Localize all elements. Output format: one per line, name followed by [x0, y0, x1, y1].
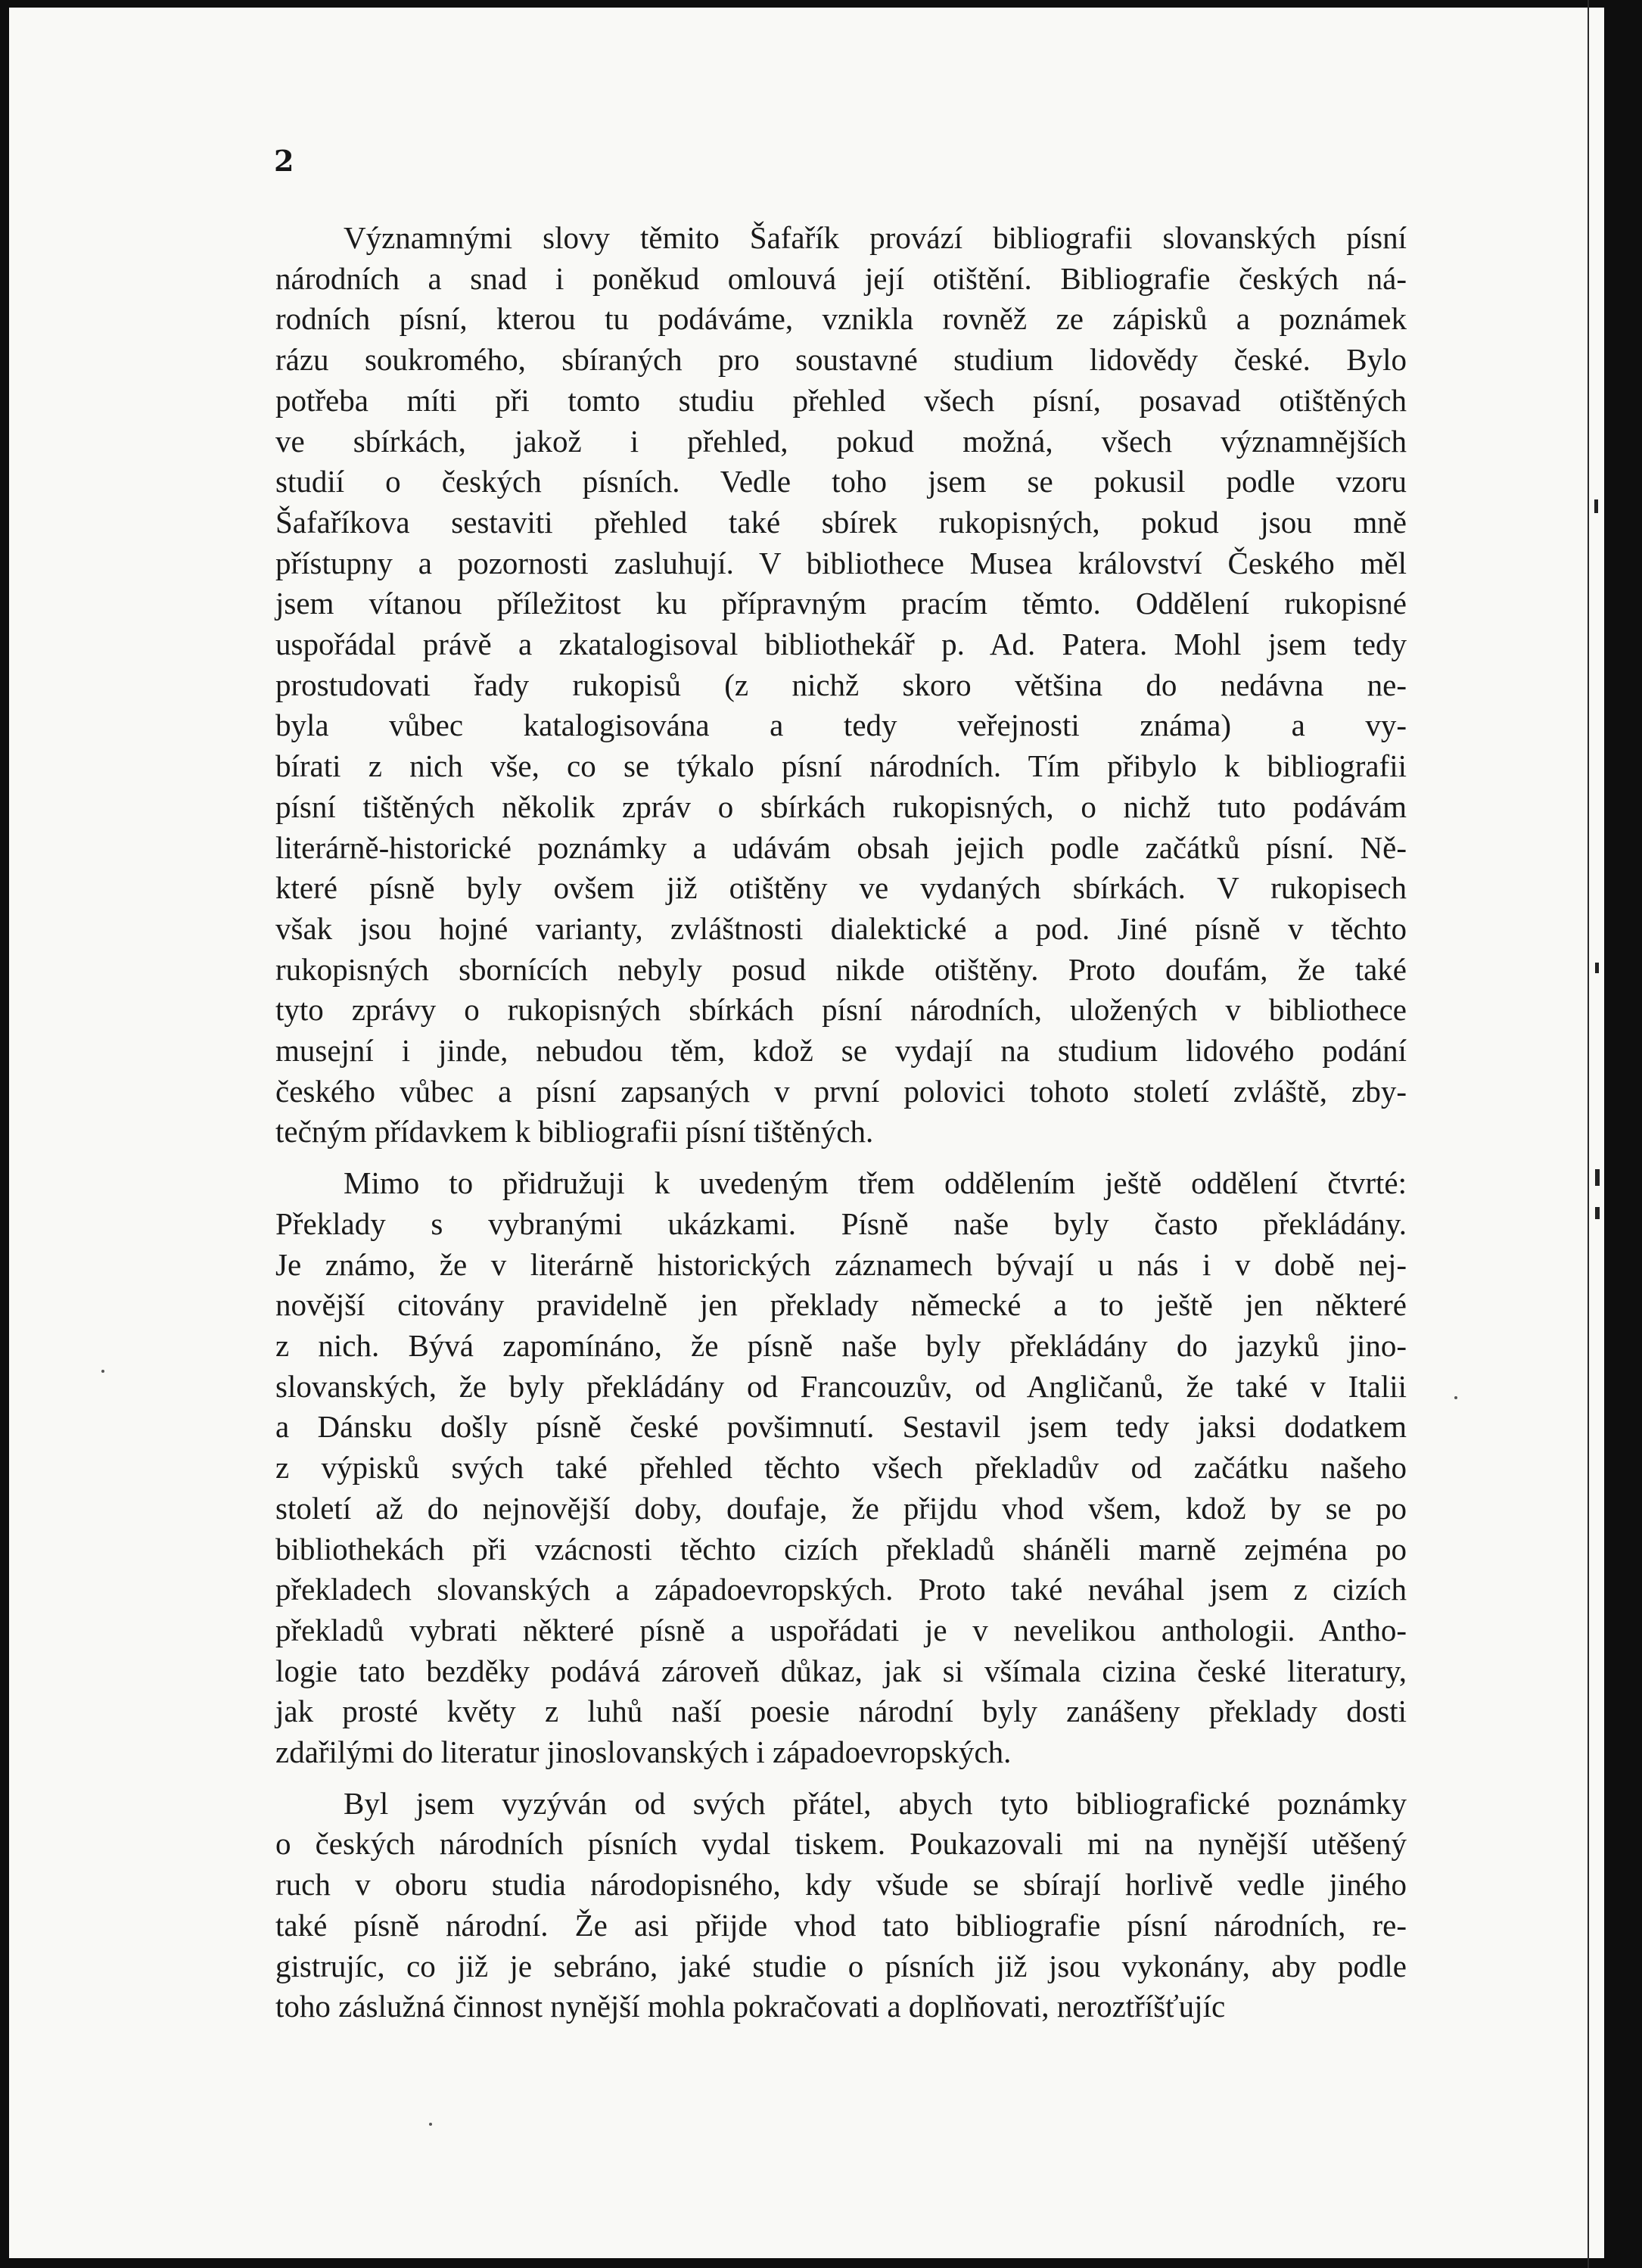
- text-line: ruch v oboru studia národopisného, kdy všude se sbírají horlivě vedle jiného: [275, 1867, 1407, 1902]
- text-line: překladů vybrati některé písně a uspořádati je v nevelikou anthologii. Antho-: [275, 1612, 1407, 1647]
- text-line: jsem vítanou příležitost ku přípravným pracím těmto. Oddělení rukopisné: [275, 586, 1407, 621]
- text-line: Mimo to přidružuji k uvedeným třem oddělením ještě oddělení čtvrté:: [344, 1165, 1407, 1201]
- dark-border: [1604, 0, 1642, 2268]
- text-line: Šafaříkova sestaviti přehled také sbírek rukopisných, pokud jsou mně: [275, 504, 1407, 540]
- text-line: logie tato bezděky podává zároveň důkaz, jak si všímala cizina české literatury,: [275, 1653, 1407, 1688]
- text-line: však jsou hojné varianty, zvláštnosti dialektické a pod. Jiné písně v těchto: [275, 910, 1407, 946]
- text-line: Významnými slovy těmito Šafařík provází bibliografii slovanských písní: [344, 220, 1407, 255]
- margin-mark: [1595, 963, 1599, 973]
- text-line: literárně-historické poznámky a udávám obsah jejich podle začátků písní. Ně-: [275, 829, 1407, 865]
- text-line: musejní i jinde, nebudou těm, kdož se vydají na studium lidového podání: [275, 1033, 1407, 1069]
- text-line: ve sbírkách, jakož i přehled, pokud možná, všech významnějších: [275, 423, 1407, 459]
- paragraph-3: [275, 1784, 1407, 2027]
- text-line: toho záslužná činnost nynější mohla pokračovati a doplňovati, neroztříšťujíc: [275, 1989, 1226, 2024]
- text-line: tyto zprávy o rukopisných sbírkách písní národních, uložených v bibliothece: [275, 992, 1407, 1028]
- text-line: národních a snad i poněkud omlouvá její otištění. Bibliografie českých ná-: [275, 260, 1407, 296]
- paragraph-1: [275, 218, 1407, 1153]
- margin-mark: [1595, 1207, 1600, 1219]
- text-line: tečným přídavkem k bibliografii písní tištěných.: [275, 1114, 874, 1150]
- text-line: potřeba míti při tomto studiu přehled všech písní, posavad otištěných: [275, 382, 1407, 418]
- speck: [429, 2123, 432, 2126]
- text-line: z výpisků svých také přehled těchto všech překladův od začátku našeho: [275, 1450, 1407, 1486]
- text-line: rodních písní, kterou tu podáváme, vznikla rovněž ze zápisků a poznámek: [275, 301, 1407, 337]
- text-line: písní tištěných několik zpráv o sbírkách rukopisných, o nichž tuto podávám: [275, 789, 1407, 824]
- text-line: Byl jsem vyzýván od svých přátel, abych tyto bibliografické poznámky: [344, 1785, 1407, 1821]
- text-line: které písně byly ovšem již otištěny ve vydaných sbírkách. V rukopisech: [275, 870, 1407, 906]
- text-line: Je známo, že v literárně historických záznamech bývají u nás i v době nej-: [275, 1246, 1407, 1282]
- page-number: 2: [274, 144, 294, 178]
- page-edge-line: [1588, 0, 1589, 2268]
- body-text: [275, 218, 1407, 2027]
- paragraph-2: [275, 1163, 1407, 1773]
- text-line: novější citovány pravidelně jen překlady německé a to ještě jen některé: [275, 1287, 1407, 1323]
- speck: [101, 1370, 104, 1373]
- margin-mark: [1595, 1169, 1600, 1186]
- text-line: také písně národní. Že asi přijde vhod tato bibliografie písní národních, re-: [275, 1907, 1407, 1943]
- text-line: o českých národních písních vydal tiskem. Poukazovali mi na nynější utěšený: [275, 1826, 1407, 1862]
- text-line: a Dánsku došly písně české povšimnutí. Sestavil jsem tedy jaksi dodatkem: [275, 1409, 1407, 1445]
- speck: [1454, 1396, 1457, 1399]
- text-line: prostudovati řady rukopisů (z nichž skoro většina do nedávna ne-: [275, 667, 1407, 702]
- text-line: jak prosté květy z luhů naší poesie národní byly zanášeny překlady dosti: [275, 1694, 1407, 1729]
- text-line: slovanských, že byly překládány od Francouzův, od Angličanů, že také v Italii: [275, 1368, 1407, 1404]
- text-line: z nich. Bývá zapomínáno, že písně naše byly překládány do jazyků jino-: [275, 1327, 1407, 1363]
- text-line: Překlady s vybranými ukázkami. Písně naše byly často překládány.: [275, 1206, 1407, 1241]
- margin-mark: [1594, 499, 1598, 513]
- text-line: studií o českých písních. Vedle toho jsem se pokusil podle vzoru: [275, 464, 1407, 499]
- text-line: bibliothekách při vzácnosti těchto cizích překladů sháněli marně zejména po: [275, 1531, 1407, 1566]
- text-line: byla vůbec katalogisována a tedy veřejnosti známa) a vy-: [275, 708, 1407, 743]
- paper-sheet: [9, 8, 1622, 2258]
- text-line: bírati z nich vše, co se týkalo písní národních. Tím přibylo k bibliografii: [275, 748, 1407, 784]
- text-line: rázu soukromého, sbíraných pro soustavné studium lidovědy české. Bylo: [275, 342, 1407, 378]
- text-line: zdařilými do literatur jinoslovanských i západoevropských.: [275, 1734, 1012, 1770]
- text-line: uspořádal právě a zkatalogisoval bibliothekář p. Ad. Patera. Mohl jsem tedy: [275, 627, 1407, 662]
- text-line: přístupny a pozornosti zasluhují. V bibliothece Musea království Českého měl: [275, 545, 1407, 580]
- text-line: překladech slovanských a západoevropských. Proto také neváhal jsem z cizích: [275, 1572, 1407, 1607]
- text-line: století až do nejnovější doby, doufaje, že přijdu vhod všem, kdož by se po: [275, 1490, 1407, 1526]
- text-line: českého vůbec a písní zapsaných v první polovici tohoto století zvláště, zby-: [275, 1073, 1407, 1109]
- text-line: rukopisných sbornících nebyly posud nikde otištěny. Proto doufám, že také: [275, 951, 1407, 987]
- text-line: gistrujíc, co již je sebráno, jaké studie o písních již jsou vykonány, aby podle: [275, 1948, 1407, 1983]
